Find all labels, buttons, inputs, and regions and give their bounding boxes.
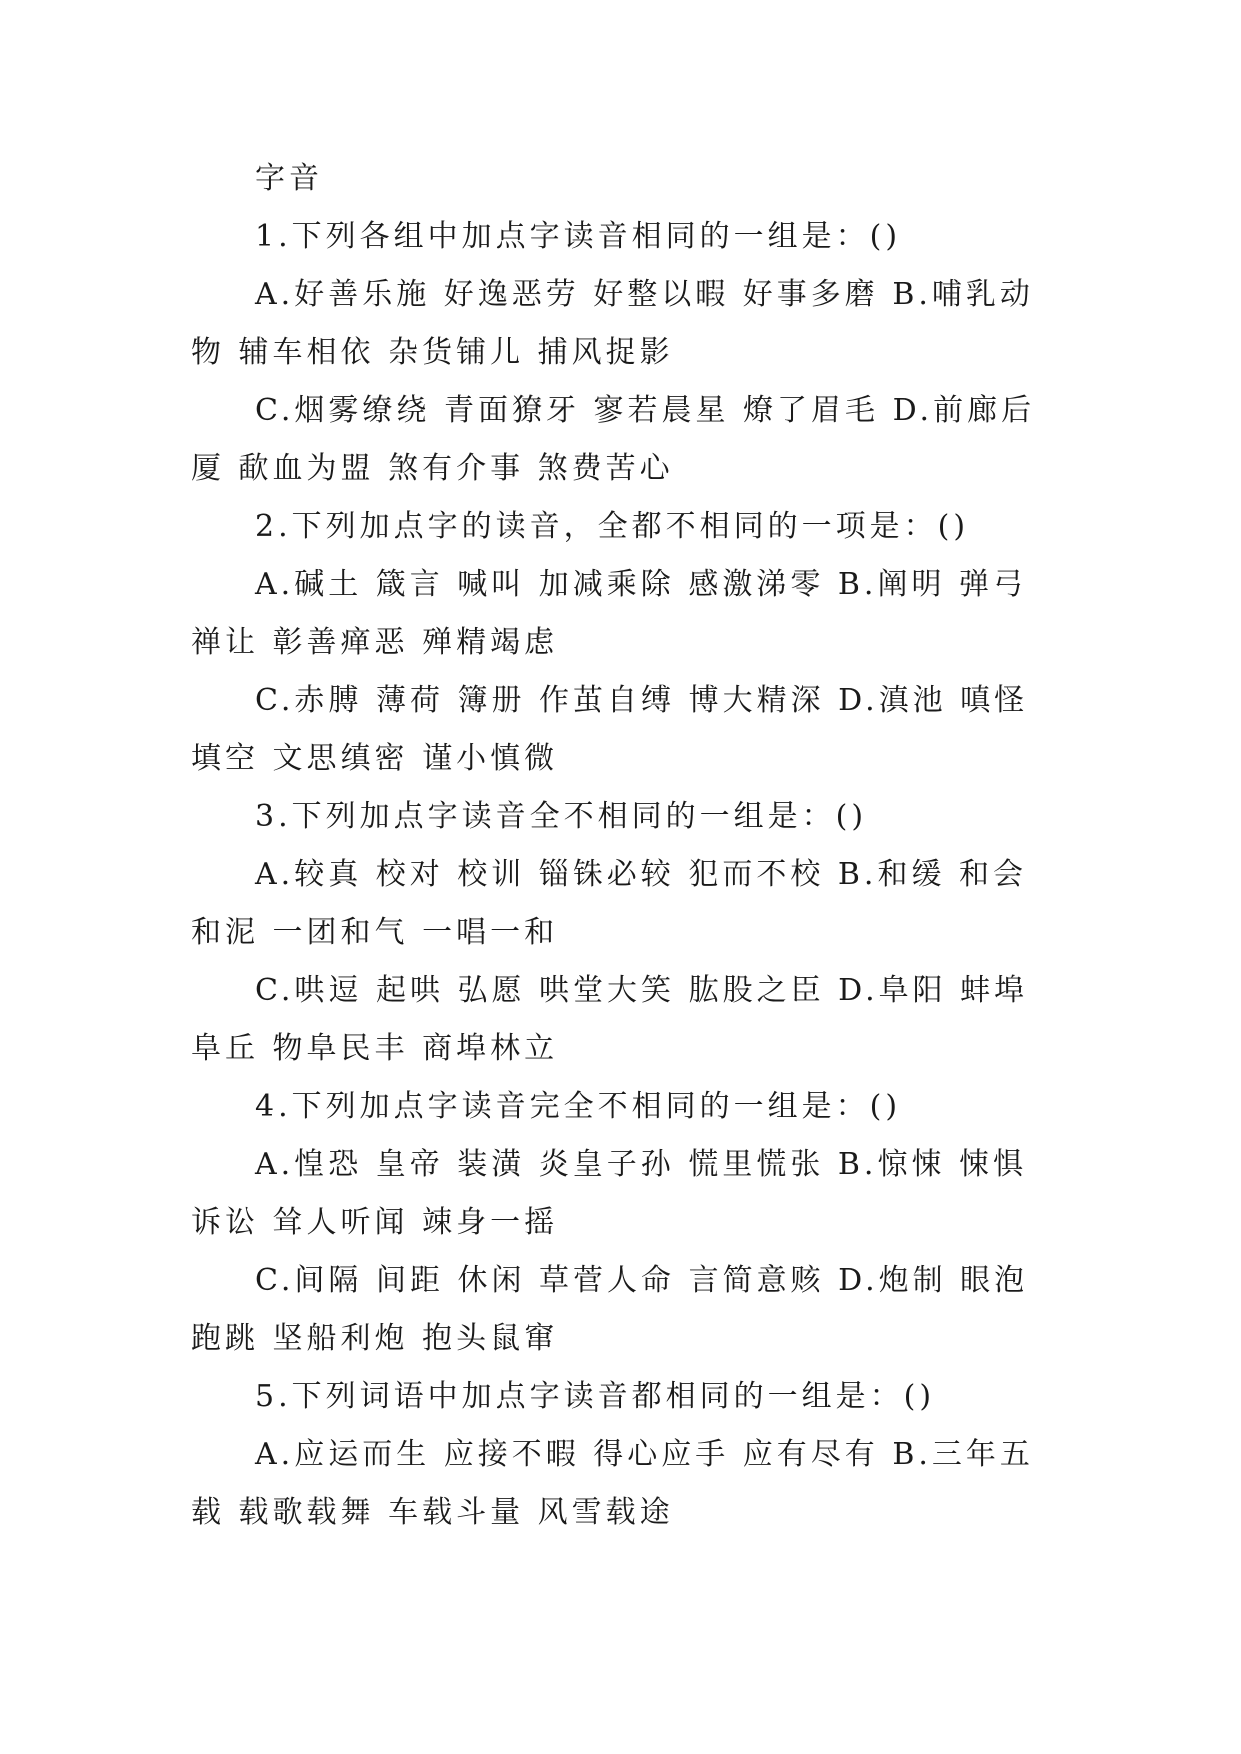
question-2-options-cd-cont: 填空 文思缜密 谨小慎微 — [191, 741, 559, 776]
question-3-options-cd-cont: 阜丘 物阜民丰 商埠林立 — [191, 1031, 559, 1066]
question-1-stem: 1.下列各组中加点字读音相同的一组是：() — [255, 219, 902, 254]
question-1-options-cd-cont: 厦 歃血为盟 煞有介事 煞费苦心 — [191, 451, 674, 486]
question-3-options-ab-cont: 和泥 一团和气 一唱一和 — [191, 915, 559, 950]
question-4-options-cd: C.间隔 间距 休闲 草菅人命 言简意赅 D.炮制 眼泡 — [255, 1263, 1029, 1298]
question-2-options-ab-cont: 禅让 彰善瘅恶 殚精竭虑 — [191, 625, 559, 660]
question-2-options-cd: C.赤膊 薄荷 簿册 作茧自缚 博大精深 D.滇池 嗔怪 — [255, 683, 1029, 718]
question-3-stem: 3.下列加点字读音全不相同的一组是：() — [255, 799, 868, 834]
document-body — [191, 150, 1051, 1542]
question-5-options-ab: A.应运而生 应接不暇 得心应手 应有尽有 B.三年五 — [255, 1437, 1034, 1472]
question-4-options-cd-cont: 跑跳 坚船利炮 抱头鼠窜 — [191, 1321, 559, 1356]
question-3-options-ab: A.较真 校对 校训 锱铢必较 犯而不校 B.和缓 和会 — [255, 857, 1027, 892]
question-4-stem: 4.下列加点字读音完全不相同的一组是：() — [255, 1089, 902, 1124]
question-1-options-ab: A.好善乐施 好逸恶劳 好整以暇 好事多磨 B.哺乳动 — [255, 277, 1034, 312]
question-2-stem: 2.下列加点字的读音，全都不相同的一项是：() — [255, 509, 970, 544]
question-5-stem: 5.下列词语中加点字读音都相同的一组是：() — [255, 1379, 936, 1414]
section-title: 字音 — [255, 161, 323, 196]
question-1-options-ab-cont: 物 辅车相依 杂货铺儿 捕风捉影 — [191, 335, 674, 370]
question-5-options-ab-cont: 载 载歌载舞 车载斗量 风雪载途 — [191, 1495, 674, 1530]
question-4-options-ab: A.惶恐 皇帝 装潢 炎皇子孙 慌里慌张 B.惊悚 悚惧 — [255, 1147, 1027, 1182]
question-2-options-ab: A.碱土 箴言 喊叫 加减乘除 感激涕零 B.阐明 弹弓 — [255, 567, 1027, 602]
question-4-options-ab-cont: 诉讼 耸人听闻 竦身一摇 — [191, 1205, 559, 1240]
question-1-options-cd: C.烟雾缭绕 青面獠牙 寥若晨星 燎了眉毛 D.前廊后 — [255, 393, 1036, 428]
question-3-options-cd: C.哄逗 起哄 弘愿 哄堂大笑 肱股之臣 D.阜阳 蚌埠 — [255, 973, 1029, 1008]
